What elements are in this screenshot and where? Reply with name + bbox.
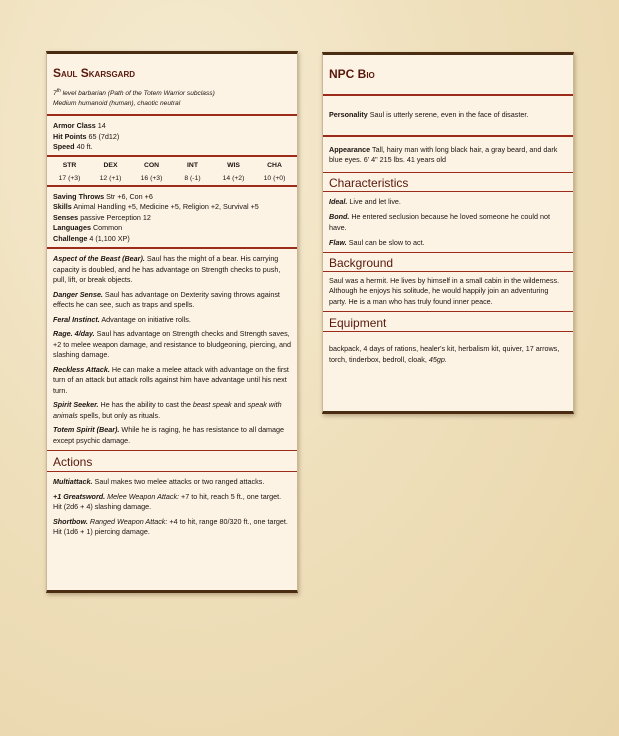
ability-names <box>49 162 295 169</box>
ability-score: 14 (+2) <box>222 174 245 182</box>
trait-feral-instinct: Feral Instinct. Advantage on initiative rolls. <box>53 314 191 324</box>
languages: Languages Common <box>53 223 123 233</box>
trait-reckless-attack: Reckless Attack. He can make a melee attack with advantage on the first turn of an attack but attack rolls against him have advantage until his next turn. <box>53 364 289 395</box>
challenge: Challenge 4 (1,100 XP) <box>53 233 130 243</box>
equipment-text: backpack, 4 days of rations, healer's kit, herbalism kit, quiver, 17 arrows, torch, tinderbox, bedroll, cloak, 45gp. <box>329 344 560 364</box>
background-text: Saul was a hermit. He lives by himself in a small cabin in the wilderness. Although he enjoys his solitude, he would happily join an adventuring party. He is a man who has truly found inner peace. <box>329 275 560 306</box>
core-stats <box>47 116 297 157</box>
ability-score: 12 (+1) <box>99 174 122 182</box>
trait-aspect: Aspect of the Beast (Bear). Saul has the might of a bear. His carrying capacity is doubled, and he has advantage on Strength checks to push, pull, lift, or break objects. <box>53 254 281 285</box>
background <box>323 272 573 313</box>
saving-throws: Saving Throws Str +6, Con +6 <box>53 191 153 201</box>
stat-header <box>47 54 297 116</box>
armor-class: Armor Class 14 <box>53 121 106 131</box>
ability-name: INT <box>187 161 198 169</box>
ability-name: DEX <box>103 161 118 169</box>
ability-values <box>49 175 295 182</box>
ability-score: 16 (+3) <box>140 174 163 182</box>
flaw: Flaw. Saul can be slow to act. <box>329 238 425 247</box>
subtitle: 7th level barbarian (Path of the Totem Warrior subclass) <box>53 88 215 98</box>
ability-score: 10 (+0) <box>263 174 286 182</box>
ideal: Ideal. Live and let live. <box>329 196 401 206</box>
equipment-header: Equipment <box>323 312 573 332</box>
ability-name: CON <box>143 161 160 169</box>
actions <box>47 472 297 542</box>
appearance: Appearance Tall, hairy man with long black hair, a gray beard, and dark blue eyes. 6' 4" 215 lbs. 41 years old <box>329 144 558 164</box>
action-shortbow: Shortbow. Ranged Weapon Attack: +4 to hit, range 80/320 ft., one target. Hit (1d6 + 1) piercing damage. <box>53 516 288 537</box>
action-greatsword: +1 Greatsword. Melee Weapon Attack: +7 to hit, reach 5 ft., one target. Hit (2d6 + 4) slashing damage. <box>53 491 282 512</box>
traits <box>47 249 297 451</box>
appearance-section <box>323 137 573 173</box>
hit-points: Hit Points 65 (7d12) <box>53 131 120 141</box>
npc-bio-card <box>322 52 574 414</box>
personality-section <box>323 96 573 137</box>
skills: Skills Animal Handling +5, Medicine +5, Religion +2, Survival +5 <box>53 202 259 212</box>
speed: Speed 40 ft. <box>53 142 93 152</box>
bond: Bond. He entered seclusion because he loved someone he could not have. <box>329 212 550 232</box>
ability-score: 17 (+3) <box>58 174 81 182</box>
bio-title: NPC Bio <box>329 67 375 81</box>
ability-name: CHA <box>267 161 282 169</box>
equipment <box>323 332 573 371</box>
trait-danger-sense: Danger Sense. Saul has advantage on Dexterity saving throws against effects he can see, such as traps and spells. <box>53 289 280 310</box>
action-multiattack: Multiattack. Saul makes two melee attacks or two ranged attacks. <box>53 477 265 487</box>
actions-header: Actions <box>47 451 297 472</box>
trait-spirit-seeker: Spirit Seeker. He has the ability to cast the beast speak and speak with animals spells, but only as rituals. <box>53 400 282 420</box>
ability-score: 8 (-1) <box>184 174 201 182</box>
bio-title-section <box>323 55 573 96</box>
stat-block <box>46 51 298 593</box>
trait-rage: Rage. 4/day. Saul has advantage on Strength checks and Strength saves, +2 to melee weapon damage, and resistance to bludgeoning, piercing, and slashing damage. <box>53 329 291 360</box>
ability-name: STR <box>62 161 77 169</box>
ability-name: WIS <box>227 161 240 169</box>
type-line: Medium humanoid (human), chaotic neutral <box>53 100 181 108</box>
background-header: Background <box>323 253 573 272</box>
ability-scores <box>47 157 297 187</box>
personality: Personality Saul is utterly serene, even in the face of disaster. <box>329 110 529 119</box>
properties <box>47 187 297 250</box>
senses: Senses passive Perception 12 <box>53 212 151 222</box>
characteristics-header: Characteristics <box>323 173 573 192</box>
trait-totem-spirit: Totem Spirit (Bear). While he is raging, he has resistance to all damage except psychic damage. <box>53 425 285 445</box>
npc-name: Saul Skarsgard <box>53 66 136 80</box>
characteristics <box>323 192 573 253</box>
